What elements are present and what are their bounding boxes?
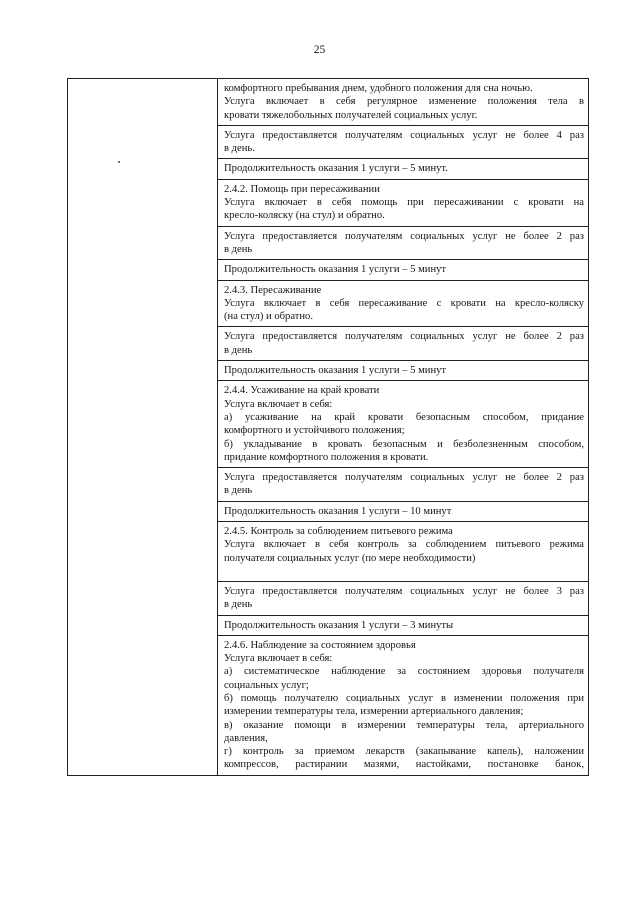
text-line: кровати тяжелобольных получателей социальных услуг.	[224, 109, 478, 121]
service-description-cell	[218, 381, 589, 468]
text-line: придание комфортного положения в кровати.	[224, 451, 429, 463]
text-line: Продолжительность оказания 1 услуги – 3 минуты	[224, 619, 454, 631]
text-line: Услуга предоставляется получателям социальных услуг не более 4 раз	[224, 129, 584, 141]
text-line: а) систематическое наблюдение за состоянием здоровья получателя	[224, 666, 584, 678]
service-description-cell	[218, 361, 589, 381]
text-line: давления,	[224, 732, 268, 744]
cell-spacer	[224, 565, 584, 578]
service-description-cell	[218, 79, 589, 126]
left-column-cell	[68, 79, 218, 776]
text-line: 2.4.5. Контроль за соблюдением питьевого режима	[224, 526, 453, 538]
text-line: Услуга включает в себя помощь при пересаживании с кровати на	[224, 197, 584, 209]
service-description-cell	[218, 179, 589, 226]
service-description-cell	[218, 635, 589, 775]
text-line: измерении температуры тела, измерении артериального давления;	[224, 706, 524, 718]
service-description-cell	[218, 615, 589, 635]
services-table	[67, 78, 589, 776]
text-line: получателя социальных услуг (по мере необходимости)	[224, 552, 476, 564]
service-description-cell	[218, 260, 589, 280]
text-line: Услуга включает в себя регулярное изменение положения тела в	[224, 96, 584, 108]
text-line: Продолжительность оказания 1 услуги – 5 минут	[224, 264, 447, 276]
service-description-cell	[218, 226, 589, 260]
text-line: Услуга предоставляется получателям социальных услуг не более 2 раз	[224, 472, 584, 484]
text-line: в день	[224, 344, 253, 356]
service-description-cell	[218, 280, 589, 327]
service-description-cell	[218, 468, 589, 502]
table-row	[68, 79, 589, 126]
text-line: Услуга включает в себя:	[224, 653, 333, 665]
text-line: Услуга предоставляется получателям социальных услуг не более 3 раз	[224, 585, 584, 597]
text-line: в день	[224, 599, 253, 611]
text-line: в день.	[224, 143, 255, 155]
text-line: в) оказание помощи в измерении температуры тела, артериального	[224, 719, 584, 731]
text-line: Услуга включает в себя контроль за соблюдением питьевого режима	[224, 539, 584, 551]
text-line: б) помощь получателю социальных услуг в изменении положения при	[224, 692, 584, 704]
service-description-cell	[218, 159, 589, 179]
text-line: Продолжительность оказания 1 услуги – 5 минут.	[224, 163, 448, 175]
page-number: 25	[313, 44, 326, 56]
text-line: Услуга включает в себя пересаживание с кровати на кресло-коляску	[224, 297, 584, 309]
text-line: б) укладывание в кровать безопасным и безболезненным способом,	[224, 438, 584, 450]
text-line: (на стул) и обратно.	[224, 311, 314, 323]
text-line: Услуга предоставляется получателям социальных услуг не более 2 раз	[224, 230, 584, 242]
service-description-cell	[218, 581, 589, 615]
text-line: кресло-коляску (на стул) и обратно.	[224, 210, 385, 222]
text-line: социальных услуг;	[224, 679, 309, 691]
text-line: в день	[224, 485, 253, 497]
text-line: а) усаживание на край кровати безопасным способом, придание	[224, 411, 584, 423]
text-line: компрессов, растирании мазями, настойками, постановке банок,	[224, 759, 584, 771]
text-line: комфортного пребывания днем, удобного положения для сна ночью.	[224, 83, 533, 94]
text-line: Продолжительность оказания 1 услуги – 5 минут	[224, 365, 447, 377]
text-line: 2.4.6. Наблюдение за состоянием здоровья	[224, 639, 416, 651]
service-description-cell	[218, 522, 589, 582]
service-description-cell	[218, 327, 589, 361]
text-line: Услуга предоставляется получателям социальных услуг не более 2 раз	[224, 331, 584, 343]
text-line: комфортного и устойчивого положения;	[224, 425, 405, 437]
text-line: 2.4.2. Помощь при пересаживании	[224, 183, 380, 195]
text-line: г) контроль за приемом лекарств (закапывание капель), наложении	[224, 746, 584, 758]
text-line: в день	[224, 243, 253, 255]
text-line: Услуга включает в себя:	[224, 398, 333, 410]
services-table-body	[68, 79, 589, 776]
service-description-cell	[218, 125, 589, 159]
text-line: 2.4.4. Усаживание на край кровати	[224, 385, 380, 397]
text-line: 2.4.3. Пересаживание	[224, 284, 322, 296]
text-line: Продолжительность оказания 1 услуги – 10 минут	[224, 505, 452, 517]
service-description-cell	[218, 501, 589, 521]
stray-mark	[118, 161, 120, 163]
